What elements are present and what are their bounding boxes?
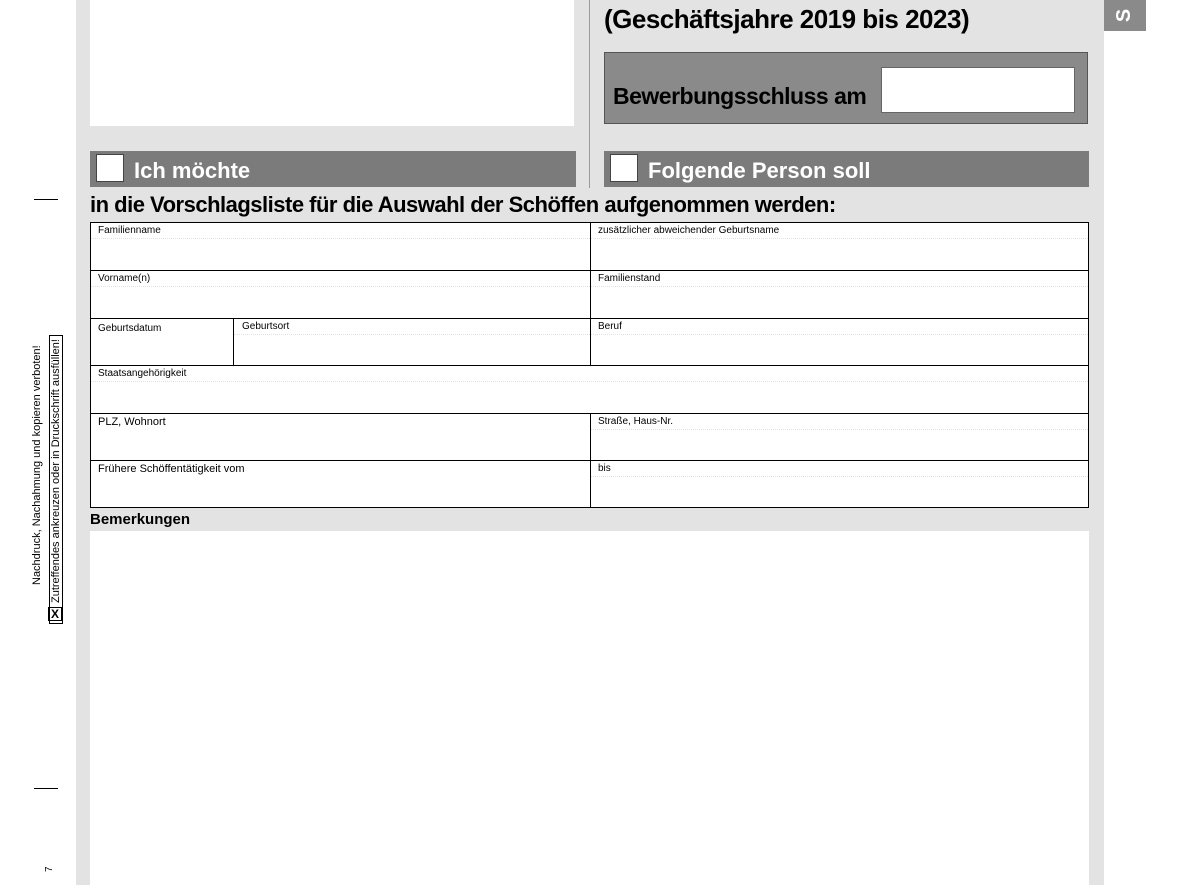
deadline-label: Bewerbungsschluss am	[613, 83, 867, 109]
section-title: in die Vorschlagsliste für die Auswahl der Schöffen aufgenommen werden:	[90, 192, 836, 217]
field-geburtsname	[591, 223, 1088, 269]
field-vorname-label: Vorname(n)	[98, 273, 151, 284]
beruf-input[interactable]	[591, 334, 1088, 365]
field-fruehere-taetigkeit	[91, 461, 590, 507]
bis-input[interactable]	[591, 476, 1088, 507]
fill-instruction	[48, 335, 63, 624]
familienstand-input[interactable]	[591, 286, 1088, 317]
geburtsname-input[interactable]	[591, 238, 1088, 269]
geburtsdatum-input[interactable]	[91, 337, 233, 365]
strasse-input[interactable]	[591, 429, 1088, 460]
address-box	[90, 0, 574, 126]
plz-wohnort-input[interactable]	[91, 431, 590, 460]
deadline-input[interactable]	[881, 67, 1075, 113]
applicant-form	[90, 222, 1089, 508]
field-beruf	[591, 319, 1088, 365]
copy-notice	[30, 345, 44, 585]
checkbox-self[interactable]	[96, 154, 124, 182]
choice-self	[90, 151, 576, 187]
field-geburtsort	[234, 319, 590, 365]
field-bis-label: bis	[598, 463, 611, 474]
field-staatsangehoerigkeit	[91, 366, 1088, 412]
geburtsort-input[interactable]	[234, 334, 590, 365]
field-familienstand-label: Familienstand	[598, 273, 661, 284]
field-vorname	[91, 271, 590, 317]
page-tab-letter: S	[1113, 8, 1136, 23]
x-check-icon: X	[48, 607, 62, 621]
field-geburtsdatum	[91, 319, 233, 365]
fold-mark-bottom	[34, 788, 58, 789]
remarks-textarea[interactable]	[90, 531, 1089, 885]
vorname-input[interactable]	[91, 286, 590, 317]
deadline-box	[604, 52, 1088, 124]
field-geburtsdatum-label: Geburtsdatum	[98, 323, 162, 334]
field-familienname-label: Familienname	[98, 225, 161, 236]
field-strasse-label: Straße, Haus-Nr.	[598, 416, 674, 427]
fill-instruction-text: Zutreffendes ankreuzen oder in Druckschrift ausfüllen!	[50, 339, 62, 603]
staatsangehoerigkeit-input[interactable]	[91, 381, 1088, 412]
fold-mark-top	[34, 199, 58, 200]
copy-notice-text: Nachdruck, Nachahmung und kopieren verboten!	[31, 345, 43, 585]
field-fruehere-taetigkeit-label: Frühere Schöffentätigkeit vom	[98, 463, 245, 475]
fruehere-taetigkeit-input[interactable]	[91, 478, 590, 507]
field-staatsangehoerigkeit-label: Staatsangehörigkeit	[98, 368, 187, 379]
field-geburtsname-label: zusätzlicher abweichender Geburtsname	[598, 225, 780, 236]
field-strasse	[591, 414, 1088, 460]
checkbox-other[interactable]	[610, 154, 638, 182]
field-familienstand	[591, 271, 1088, 317]
corner-mark: 7	[44, 866, 55, 872]
fill-instruction-box	[49, 335, 63, 624]
choice-self-label: Ich möchte	[134, 158, 251, 183]
field-bis	[591, 461, 1088, 507]
field-geburtsort-label: Geburtsort	[242, 321, 290, 332]
header-divider	[589, 0, 590, 188]
field-beruf-label: Beruf	[598, 321, 622, 332]
remarks-label: Bemerkungen	[90, 511, 191, 528]
form-heading: (Geschäftsjahre 2019 bis 2023)	[604, 4, 970, 34]
field-familienname	[91, 223, 590, 269]
field-plz-wohnort	[91, 414, 590, 460]
choice-other	[604, 151, 1089, 187]
page-tab	[1104, 0, 1146, 31]
familienname-input[interactable]	[91, 238, 590, 269]
field-plz-wohnort-label: PLZ, Wohnort	[98, 416, 166, 428]
choice-other-label: Folgende Person soll	[648, 158, 871, 183]
